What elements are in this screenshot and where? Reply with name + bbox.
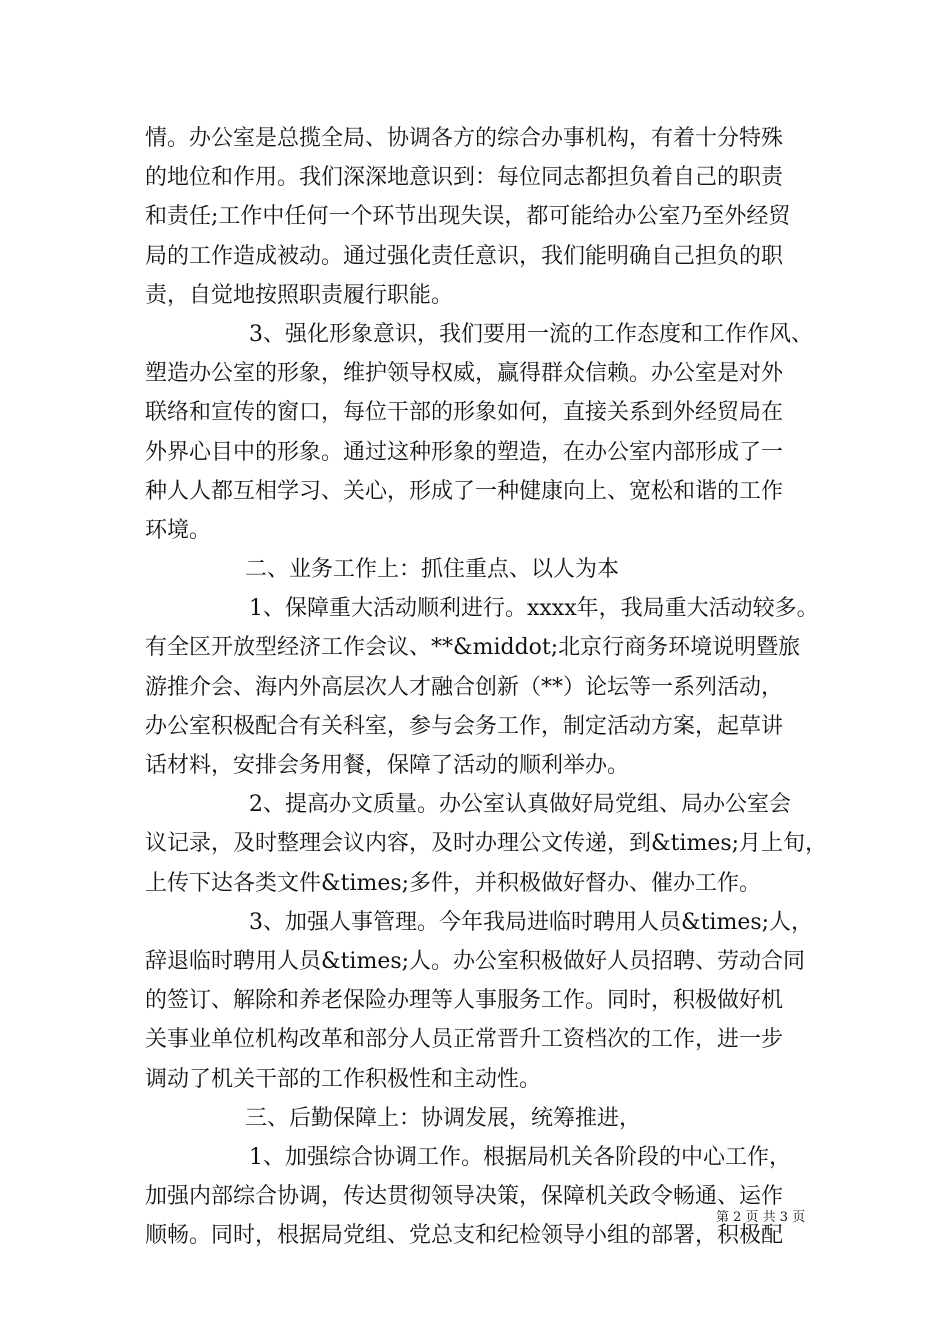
- text-line: 辞退临时聘用人员&times;人。办公室积极做好人员招聘、劳动合同: [145, 948, 806, 974]
- body-text: [145, 119, 828, 1255]
- text-line: 办公室积极配合有关科室，参与会务工作，制定活动方案，起草讲: [145, 713, 784, 739]
- text-line: 上传下达各类文件&times;多件，并积极做好督办、催办工作。: [145, 870, 762, 896]
- paragraph-start-line: 1、加强综合协调工作。根据局机关各阶段的中心工作，: [249, 1144, 791, 1170]
- section-heading: 二、业务工作上：抓住重点、以人为本: [245, 557, 620, 583]
- text-line: 的签订、解除和养老保险办理等人事服务工作。同时，积极做好机: [145, 988, 784, 1014]
- text-line: 的地位和作用。我们深深地意识到：每位同志都担负着自己的职责: [145, 165, 784, 191]
- paragraph-start-line: 3、强化形象意识，我们要用一流的工作态度和工作作风、: [249, 321, 813, 347]
- section-heading: 三、后勤保障上：协调发展，统筹推进，: [245, 1105, 642, 1131]
- text-line: 局的工作造成被动。通过强化责任意识，我们能明确自己担负的职: [145, 243, 784, 269]
- text-line: 外界心目中的形象。通过这种形象的塑造，在办公室内部形成了一: [145, 439, 784, 465]
- text-line: 调动了机关干部的工作积极性和主动性。: [145, 1066, 542, 1092]
- text-line: 顺畅。同时，根据局党组、党总支和纪检领导小组的部署，积极配: [145, 1223, 784, 1249]
- paragraph-start-line: 3、加强人事管理。今年我局进临时聘用人员&times;人，: [249, 909, 814, 935]
- text-line: 责，自觉地按照职责履行职能。: [145, 282, 454, 308]
- text-line: 游推介会、海内外高层次人才融合创新（**）论坛等一系列活动，: [145, 674, 784, 700]
- paragraph-start-line: 1、保障重大活动顺利进行。xxxx年，我局重大活动较多。: [249, 596, 819, 622]
- text-line: 种人人都互相学习、关心，形成了一种健康向上、宽松和谐的工作: [145, 478, 784, 504]
- paragraph-start-line: 2、提高办文质量。办公室认真做好局党组、局办公室会: [249, 792, 791, 818]
- text-line: 环境。: [145, 517, 212, 543]
- text-line: 关事业单位机构改革和部分人员正常晋升工资档次的工作，进一步: [145, 1027, 784, 1053]
- text-line: 塑造办公室的形象，维护领导权威，赢得群众信赖。办公室是对外: [145, 361, 784, 387]
- text-line: 加强内部综合协调，传达贯彻领导决策，保障机关政令畅通、运作: [145, 1184, 784, 1210]
- text-line: 和责任;工作中任何一个环节出现失误，都可能给办公室乃至外经贸: [145, 204, 791, 230]
- text-line: 话材料，安排会务用餐，保障了活动的顺利举办。: [145, 753, 630, 778]
- page-number-footer: 第 2 页 共 3 页: [716, 1210, 806, 1225]
- text-line: 有全区开放型经济工作会议、**&middot;北京行商务环境说明暨旅: [145, 635, 801, 661]
- text-line: 情。办公室是总揽全局、协调各方的综合办事机构，有着十分特殊: [145, 126, 784, 151]
- text-line: 议记录，及时整理会议内容，及时办理公文传递，到&times;月上旬，: [145, 831, 828, 857]
- text-line: 联络和宣传的窗口，每位干部的形象如何，直接关系到外经贸局在: [145, 400, 784, 426]
